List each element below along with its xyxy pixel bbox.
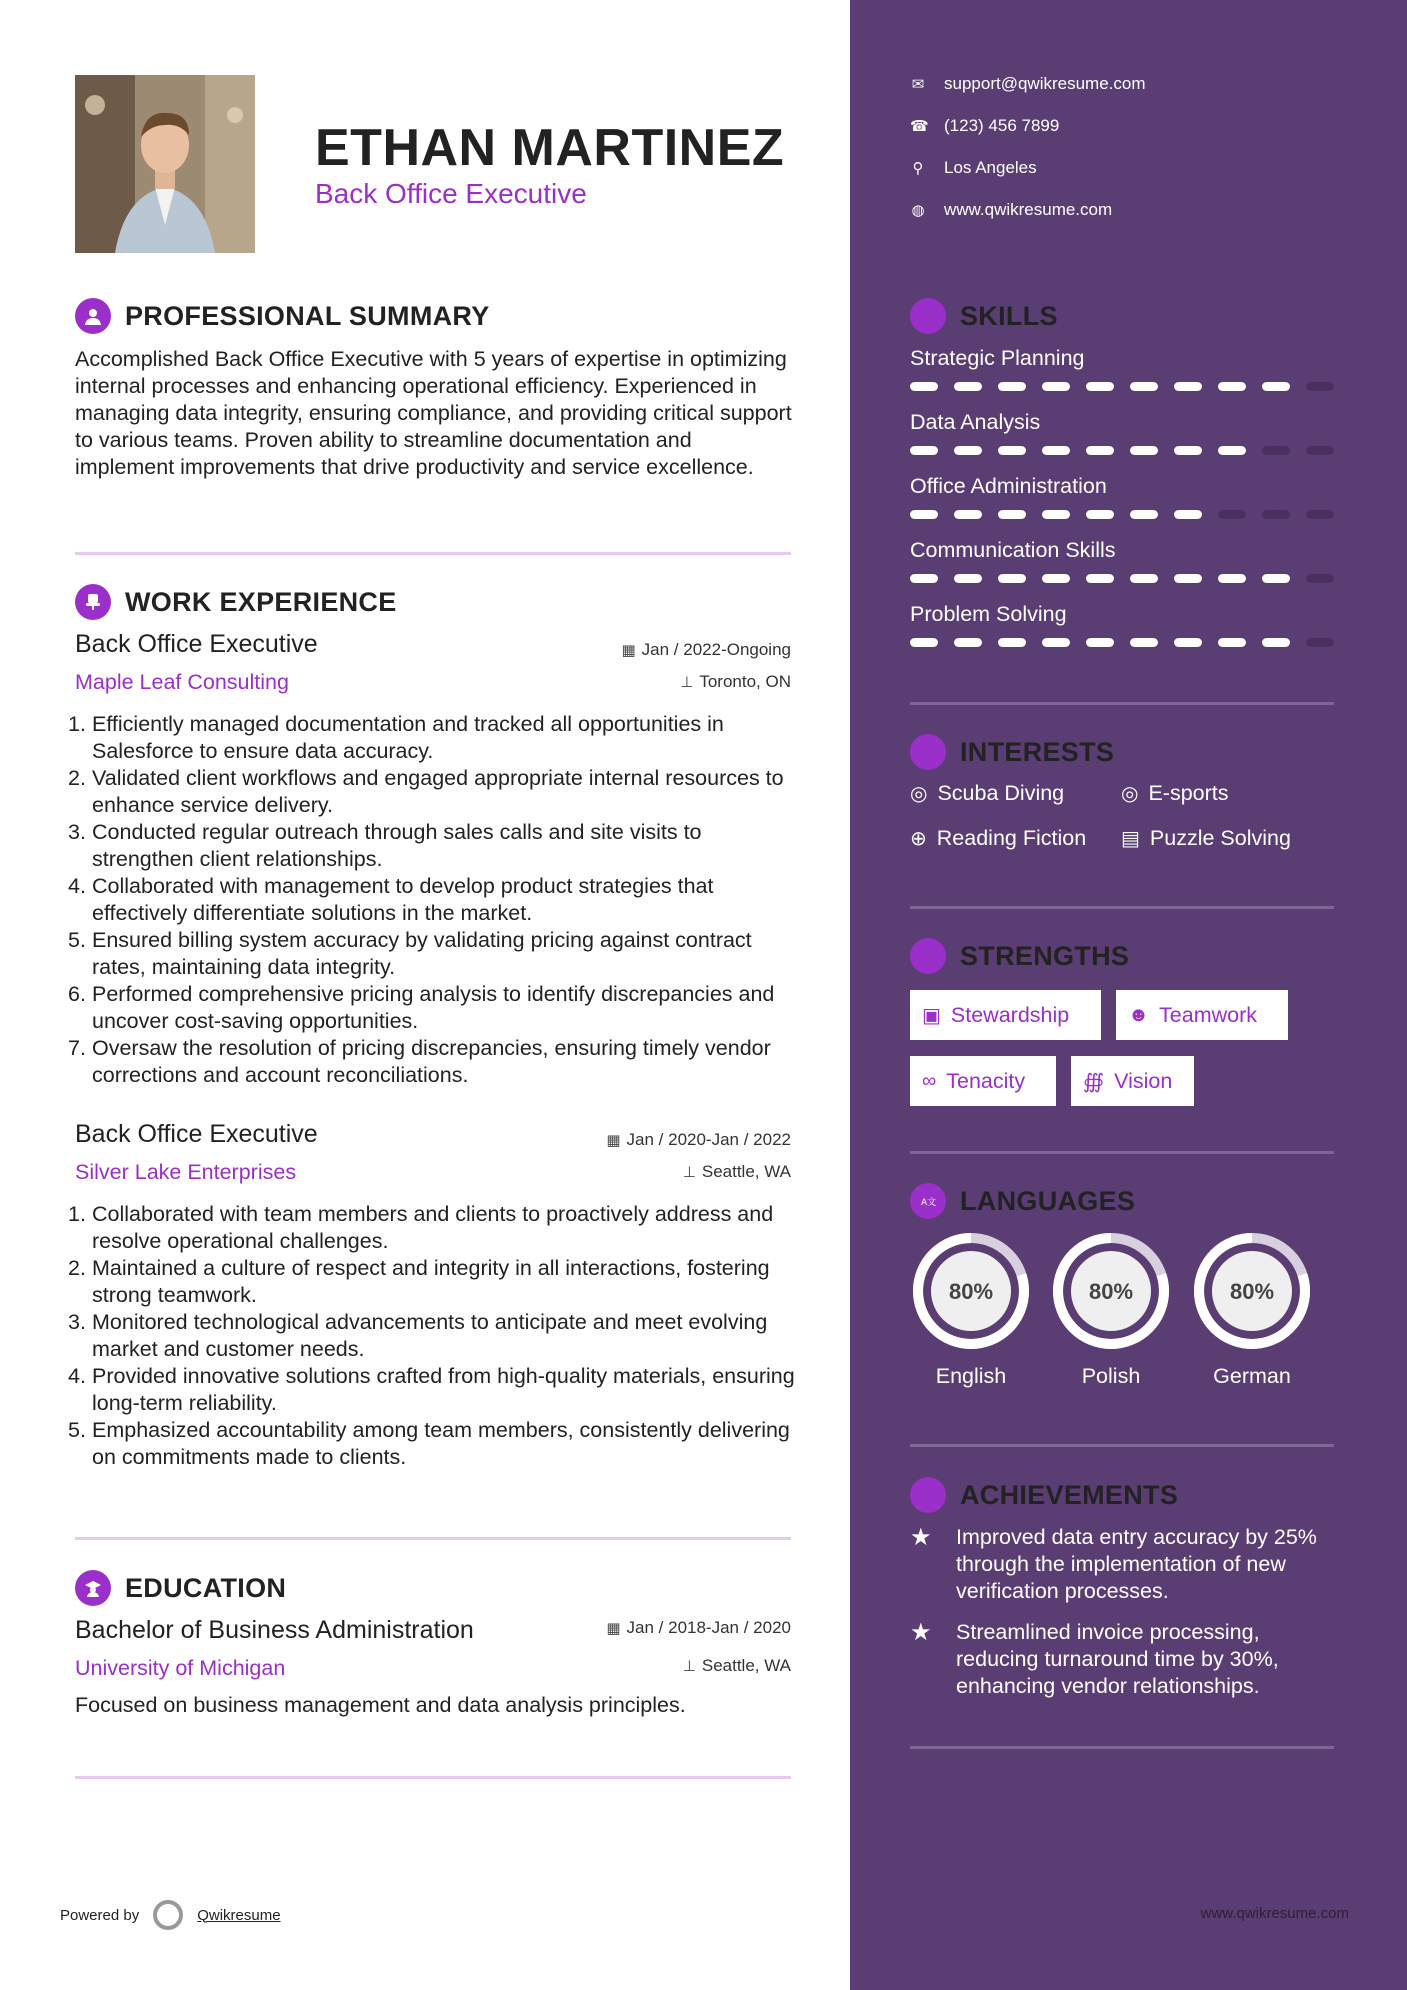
skill-segment <box>1262 638 1290 647</box>
skill-segment <box>1086 382 1114 391</box>
interest-item: ⊕ Reading Fiction <box>910 826 1087 850</box>
education-location: ⊥ Seattle, WA <box>682 1656 791 1675</box>
skill-segment <box>1086 638 1114 647</box>
skill-name: Communication Skills <box>910 538 1116 562</box>
fist-icon <box>910 938 946 974</box>
skill-segment <box>910 510 938 519</box>
pin-icon: ⊥ <box>682 1658 696 1675</box>
job-dates: ▦ Jan / 2022-Ongoing <box>621 640 791 659</box>
user-icon <box>75 298 111 334</box>
skill-segment <box>1086 574 1114 583</box>
skill-segment <box>1306 382 1334 391</box>
calendar-icon: ▦ <box>606 1132 621 1149</box>
skill-segment <box>1262 574 1290 583</box>
skill-segment <box>998 446 1026 455</box>
progress-ring-icon <box>1191 1230 1313 1352</box>
language-name: English <box>935 1364 1007 1388</box>
paper-plane-icon <box>910 734 946 770</box>
strengths-heading-label: STRENGTHS <box>960 940 1130 971</box>
location-pin-icon: ⚲ <box>912 160 924 177</box>
list-item: 4. Provided innovative solutions crafted from high-quality materials, ensuring long-term reliability. <box>68 1364 795 1415</box>
skill-segment <box>1042 446 1070 455</box>
language-ring <box>1191 1230 1313 1389</box>
list-item: 5. Emphasized accountability among team members, consistently delivering on commitments made to clients. <box>68 1418 790 1469</box>
pin-icon: ⊥ <box>682 1164 696 1181</box>
skill-name: Strategic Planning <box>910 346 1085 370</box>
skill-segment <box>998 574 1026 583</box>
summary-text: Accomplished Back Office Executive with 5 years of expertise in optimizing internal processes and enhancing operational efficiency. Experienced in managing data integrity, ensuring compliance, and providing critical support to various teams. Proven ability to streamline documentation and implement improvements that drive productivity and service excellence. <box>75 347 792 479</box>
skill-segment <box>910 382 938 391</box>
list-item: 5. Ensured billing system accuracy by validating pricing against contract rates, maintaining data integrity. <box>68 928 752 979</box>
strength-badge: ☻ Teamwork <box>1116 990 1288 1040</box>
achievement-item: ★ Streamlined invoice processing, reducing turnaround time by 30%, enhancing vendor relationships. <box>910 1619 1279 1698</box>
calendar-icon: ▦ <box>621 642 636 659</box>
skill-bar <box>910 510 1334 519</box>
strength-badge: ▣ Stewardship <box>910 990 1101 1040</box>
job-dates: ▦ Jan / 2020-Jan / 2022 <box>606 1130 791 1149</box>
list-item: 2. Maintained a culture of respect and integrity in all interactions, fostering strong teamwork. <box>68 1256 770 1307</box>
contact-email[interactable]: ✉ support@qwikresume.com <box>911 74 1146 93</box>
star-badge-icon <box>910 1477 946 1513</box>
skill-name: Data Analysis <box>910 410 1041 434</box>
skill-segment <box>1042 382 1070 391</box>
skill-segment <box>1218 574 1246 583</box>
interests-heading <box>910 734 1114 770</box>
calendar-icon: ▦ <box>606 1620 621 1637</box>
skill-bar <box>910 446 1334 455</box>
skill-segment <box>1130 510 1158 519</box>
skill-segment <box>1086 510 1114 519</box>
language-ring <box>1050 1230 1172 1389</box>
skill-segment <box>954 574 982 583</box>
divider <box>75 1537 791 1540</box>
skill-segment <box>954 446 982 455</box>
skill-segment <box>1262 382 1290 391</box>
job-duties-list <box>68 1201 798 1471</box>
skill-segment <box>1306 446 1334 455</box>
language-ring <box>910 1230 1032 1389</box>
footer-url[interactable]: www.qwikresume.com <box>1200 1905 1349 1922</box>
skill-segment <box>910 446 938 455</box>
language-name: German <box>1213 1364 1291 1388</box>
skill-segment <box>954 382 982 391</box>
contact-location: ⚲ Los Angeles <box>910 158 1037 178</box>
skill-segment <box>1174 638 1202 647</box>
phone-icon: ☎ <box>910 118 929 135</box>
job-location: ⊥ Seattle, WA <box>682 1162 791 1181</box>
globe-icon: ◍ <box>911 202 925 219</box>
divider <box>910 1444 1334 1447</box>
progress-ring-icon <box>910 1230 1032 1352</box>
contact-website[interactable]: ◍ www.qwikresume.com <box>911 200 1113 219</box>
lifebuoy-icon: ◎ <box>1121 783 1139 805</box>
skill-segment <box>1042 638 1070 647</box>
skill-name: Problem Solving <box>910 602 1067 626</box>
job-company: Maple Leaf Consulting <box>75 670 289 694</box>
interests-heading-label: INTERESTS <box>960 736 1115 767</box>
skill-segment <box>1174 382 1202 391</box>
skill-segment <box>910 574 938 583</box>
achievement-item: ★ Improved data entry accuracy by 25% through the implementation of new verification processes. <box>910 1524 1317 1603</box>
users-icon: ☻ <box>1128 1003 1150 1026</box>
strength-badge: ∰ Vision <box>1071 1056 1194 1106</box>
education-dates: ▦ Jan / 2018-Jan / 2020 <box>606 1618 791 1637</box>
lightbulb-icon <box>910 298 946 334</box>
chair-icon <box>75 584 111 620</box>
summary-heading-label: PROFESSIONAL SUMMARY <box>125 300 490 331</box>
divider <box>910 1151 1334 1154</box>
language-name: Polish <box>1081 1364 1141 1388</box>
job-title: Back Office Executive <box>75 630 318 658</box>
job-company: Silver Lake Enterprises <box>75 1160 297 1184</box>
skill-segment <box>1218 510 1246 519</box>
list-item: 6. Performed comprehensive pricing analysis to identify discrepancies and uncover cost-saving opportunities. <box>68 982 775 1033</box>
skill-segment <box>1262 510 1290 519</box>
divider <box>75 552 791 555</box>
list-item: 2. Validated client workflows and engaged appropriate internal resources to enhance service delivery. <box>68 766 784 817</box>
job-duties-list <box>68 711 798 1089</box>
skill-segment <box>1130 574 1158 583</box>
envelope-icon: ✉ <box>911 76 925 93</box>
skill-segment <box>1042 510 1070 519</box>
skill-segment <box>1218 638 1246 647</box>
link-icon: ∞ <box>922 1069 937 1092</box>
skill-segment <box>1174 510 1202 519</box>
skill-segment <box>954 638 982 647</box>
lifebuoy-icon: ◎ <box>910 783 928 805</box>
gamepad-icon: ⊕ <box>910 828 927 850</box>
skill-bar <box>910 574 1334 583</box>
list-item: 4. Collaborated with management to develop product strategies that effectively differentiate solutions in the market. <box>68 874 714 925</box>
skill-segment <box>1306 574 1334 583</box>
work-heading <box>75 584 397 620</box>
profile-photo <box>75 75 255 253</box>
skill-segment <box>954 510 982 519</box>
job-location: ⊥ Toronto, ON <box>680 672 791 691</box>
skill-bar <box>910 382 1334 391</box>
education-text: Focused on business management and data analysis principles. <box>75 1693 686 1717</box>
footer-powered-by: Powered by Qwikresume <box>60 1900 281 1930</box>
skill-segment <box>1306 638 1334 647</box>
list-item: 1. Collaborated with team members and clients to proactively address and resolve operational challenges. <box>68 1202 774 1253</box>
skill-segment <box>910 638 938 647</box>
skill-segment <box>998 510 1026 519</box>
list-item: 1. Efficiently managed documentation and tracked all opportunities in Salesforce to ensure data accuracy. <box>68 712 724 763</box>
pin-icon: ⊥ <box>680 674 694 691</box>
skill-segment <box>1262 446 1290 455</box>
language-percent: 80% <box>1229 1279 1275 1304</box>
skill-segment <box>1130 382 1158 391</box>
skill-segment <box>1218 382 1246 391</box>
divider <box>910 1746 1334 1749</box>
skill-segment <box>1306 510 1334 519</box>
language-percent: 80% <box>1088 1279 1134 1304</box>
skills-heading <box>910 298 1058 334</box>
graduate-icon <box>75 1570 111 1606</box>
job-title: Back Office Executive <box>75 1120 318 1148</box>
skills-heading-label: SKILLS <box>960 300 1058 331</box>
skill-segment <box>998 638 1026 647</box>
skill-segment <box>1218 446 1246 455</box>
degree-title: Bachelor of Business Administration <box>75 1616 474 1644</box>
work-heading-label: WORK EXPERIENCE <box>125 586 397 617</box>
skill-segment <box>1174 574 1202 583</box>
contact-phone[interactable]: ☎ (123) 456 7899 <box>910 116 1060 135</box>
divider <box>75 1776 791 1779</box>
qwikresume-link[interactable]: Qwikresume <box>197 1906 281 1924</box>
skill-segment <box>1130 638 1158 647</box>
languages-heading-label: LANGUAGES <box>960 1185 1136 1216</box>
interest-item: ◎ E-sports <box>1121 781 1229 805</box>
education-heading-label: EDUCATION <box>125 1572 287 1603</box>
qwikresume-logo-icon <box>153 1900 183 1930</box>
education-heading <box>75 1570 286 1606</box>
list-item: 7. Oversaw the resolution of pricing discrepancies, ensuring timely vendor corrections and account reconciliations. <box>68 1036 771 1087</box>
language-icon <box>910 1183 946 1219</box>
strength-badge: ∞ Tenacity <box>910 1056 1056 1106</box>
book-icon: ▤ <box>1121 828 1140 850</box>
progress-ring-icon <box>1050 1230 1172 1352</box>
school-name: University of Michigan <box>75 1656 286 1680</box>
binoculars-icon: ∰ <box>1083 1070 1105 1093</box>
interest-item: ◎ Scuba Diving <box>910 781 1065 805</box>
languages-heading <box>910 1183 1135 1219</box>
skill-segment <box>998 382 1026 391</box>
skill-segment <box>1174 446 1202 455</box>
skill-segment <box>1042 574 1070 583</box>
achievements-heading <box>910 1477 1178 1513</box>
skill-segment <box>1130 446 1158 455</box>
summary-heading <box>75 298 490 334</box>
briefcase-icon: ▣ <box>922 1004 941 1027</box>
skill-name: Office Administration <box>910 474 1107 498</box>
achievements-heading-label: ACHIEVEMENTS <box>960 1479 1179 1510</box>
shooting-star-icon: ★ <box>910 1524 932 1551</box>
interest-item: ▤ Puzzle Solving <box>1121 826 1291 850</box>
skill-segment <box>1086 446 1114 455</box>
list-item: 3. Monitored technological advancements to anticipate and meet evolving market and customer needs. <box>68 1310 768 1361</box>
skill-bar <box>910 638 1334 647</box>
svg-text:A文: A文 <box>921 1198 937 1208</box>
divider <box>910 906 1334 909</box>
candidate-name: ETHAN MARTINEZ <box>315 119 785 177</box>
strengths-heading <box>910 938 1129 974</box>
language-percent: 80% <box>948 1279 994 1304</box>
divider <box>910 702 1334 705</box>
list-item: 3. Conducted regular outreach through sales calls and site visits to strengthen client relationships. <box>68 820 702 871</box>
shooting-star-icon: ★ <box>910 1619 932 1646</box>
candidate-title: Back Office Executive <box>315 178 587 209</box>
